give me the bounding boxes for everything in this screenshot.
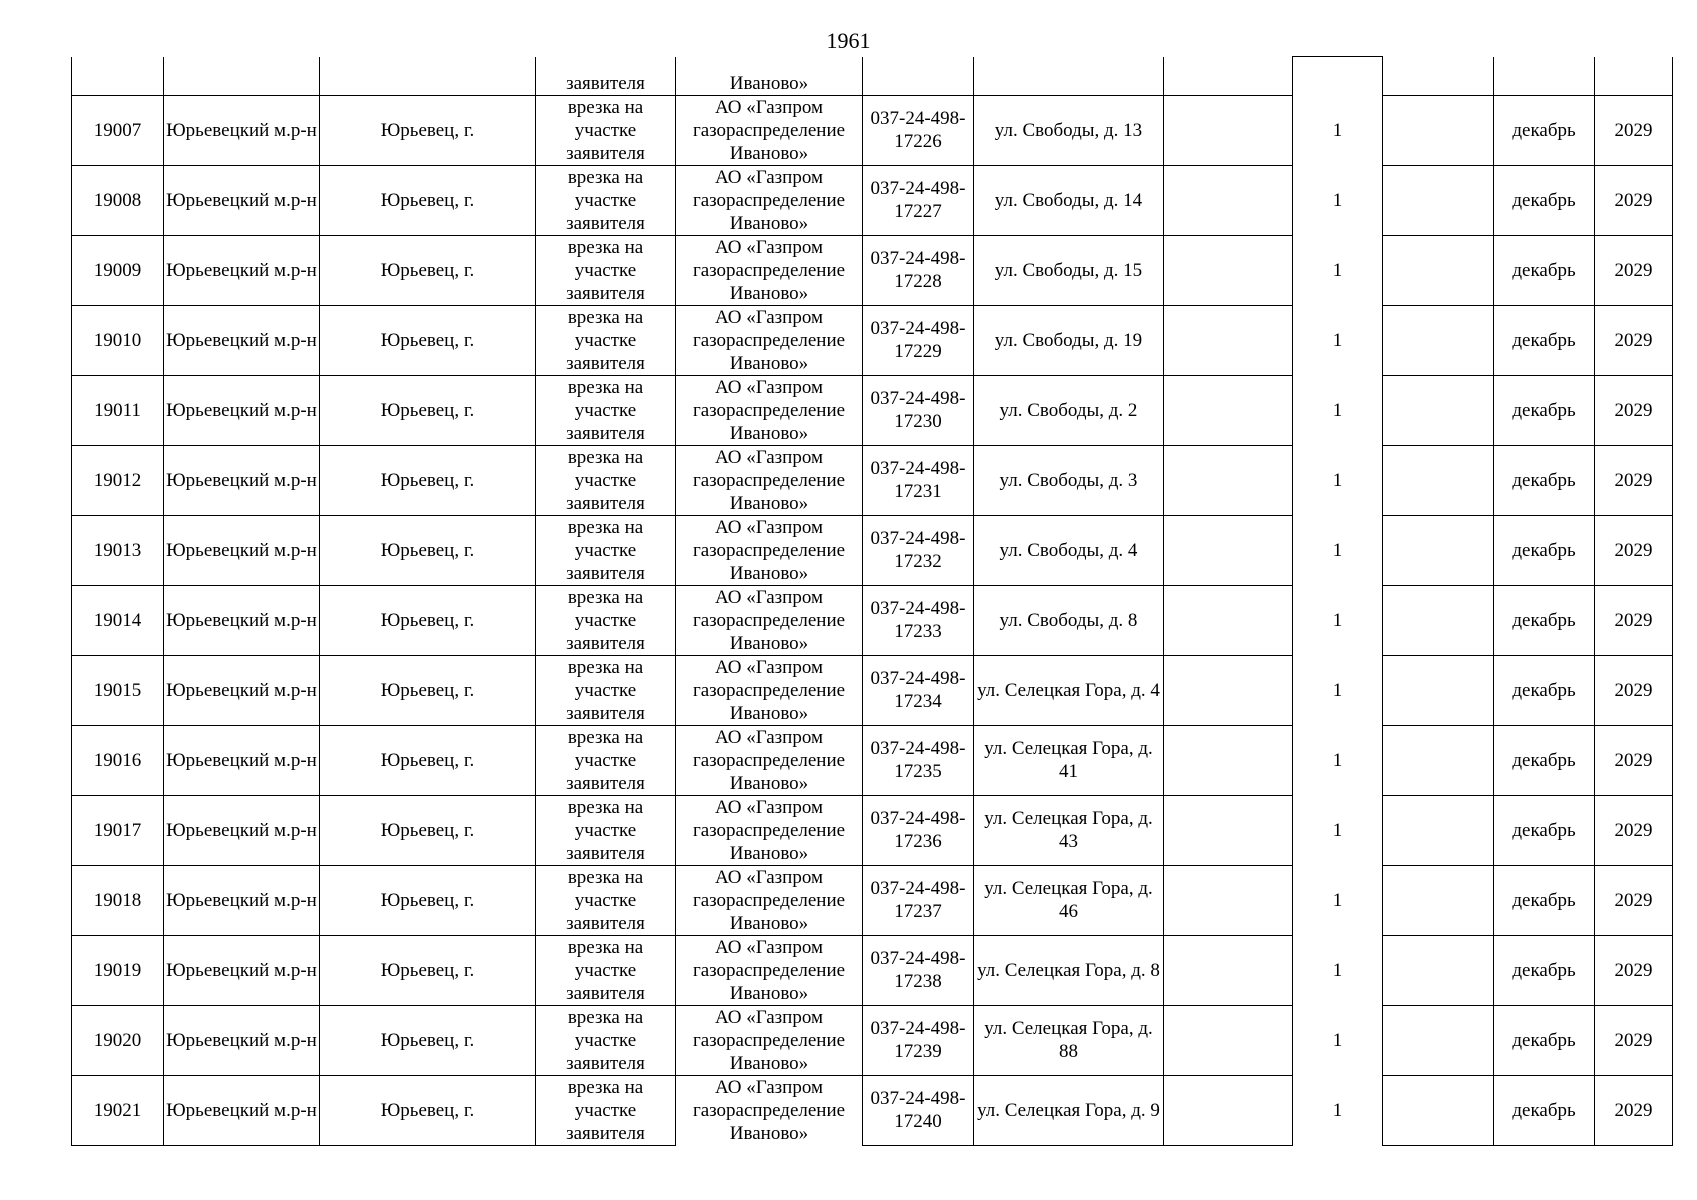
cell-city: Юрьевец, г. xyxy=(320,1005,536,1075)
cell-org: АО «Газпром газораспределение Иваново» xyxy=(676,375,863,445)
cell-address: ул. Свободы, д. 2 xyxy=(974,375,1164,445)
cell-year: 2029 xyxy=(1595,235,1673,305)
cell-id: 19015 xyxy=(72,655,164,725)
cell-empty-1 xyxy=(1164,585,1293,655)
cell-org: АО «Газпром газораспределение Иваново» xyxy=(676,445,863,515)
cell-district: Юрьевецкий м.р-н xyxy=(164,95,320,165)
cell-id: 19014 xyxy=(72,585,164,655)
cell-month: декабрь xyxy=(1494,375,1595,445)
cell-id: 19012 xyxy=(72,445,164,515)
cell-city xyxy=(320,57,536,96)
cell-empty-1 xyxy=(1164,57,1293,96)
cell-year: 2029 xyxy=(1595,305,1673,375)
cell-year: 2029 xyxy=(1595,515,1673,585)
cell-address: ул. Селецкая Гора, д. 46 xyxy=(974,865,1164,935)
cell-code: 037-24-498-17236 xyxy=(863,795,974,865)
cell-id: 19013 xyxy=(72,515,164,585)
cell-id: 19008 xyxy=(72,165,164,235)
cell-type: врезка на участке заявителя xyxy=(536,1075,676,1145)
cell-month: декабрь xyxy=(1494,585,1595,655)
cell-qty: 1 xyxy=(1293,515,1383,585)
cell-district: Юрьевецкий м.р-н xyxy=(164,305,320,375)
cell-id: 19010 xyxy=(72,305,164,375)
cell-empty-1 xyxy=(1164,445,1293,515)
cell-empty-2 xyxy=(1383,445,1494,515)
cell-empty-2 xyxy=(1383,165,1494,235)
cell-id: 19020 xyxy=(72,1005,164,1075)
cell-code xyxy=(863,57,974,96)
cell-district: Юрьевецкий м.р-н xyxy=(164,445,320,515)
cell-id: 19007 xyxy=(72,95,164,165)
cell-address: ул. Селецкая Гора, д. 88 xyxy=(974,1005,1164,1075)
cell-address: ул. Селецкая Гора, д. 9 xyxy=(974,1075,1164,1145)
cell-id: 19011 xyxy=(72,375,164,445)
cell-empty-2 xyxy=(1383,57,1494,96)
cell-id xyxy=(72,57,164,96)
cell-org: АО «Газпром газораспределение Иваново» xyxy=(676,935,863,1005)
cell-type: врезка на участке заявителя xyxy=(536,305,676,375)
cell-address: ул. Свободы, д. 3 xyxy=(974,445,1164,515)
cell-address: ул. Свободы, д. 8 xyxy=(974,585,1164,655)
cell-id: 19017 xyxy=(72,795,164,865)
cell-code: 037-24-498-17239 xyxy=(863,1005,974,1075)
cell-city: Юрьевец, г. xyxy=(320,95,536,165)
cell-qty xyxy=(1293,57,1383,96)
cell-empty-2 xyxy=(1383,515,1494,585)
cell-code: 037-24-498-17237 xyxy=(863,865,974,935)
cell-month: декабрь xyxy=(1494,865,1595,935)
cell-district: Юрьевецкий м.р-н xyxy=(164,235,320,305)
cell-district: Юрьевецкий м.р-н xyxy=(164,585,320,655)
table-row xyxy=(72,1075,1673,1145)
cell-empty-1 xyxy=(1164,1005,1293,1075)
cell-qty: 1 xyxy=(1293,445,1383,515)
cell-code: 037-24-498-17229 xyxy=(863,305,974,375)
cell-qty: 1 xyxy=(1293,375,1383,445)
cell-city: Юрьевец, г. xyxy=(320,445,536,515)
cell-month: декабрь xyxy=(1494,1075,1595,1145)
cell-id: 19018 xyxy=(72,865,164,935)
cell-empty-2 xyxy=(1383,935,1494,1005)
cell-year: 2029 xyxy=(1595,865,1673,935)
cell-qty: 1 xyxy=(1293,1075,1383,1145)
cell-type: врезка на участке заявителя xyxy=(536,165,676,235)
table-row xyxy=(72,445,1673,515)
cell-type: врезка на участке заявителя xyxy=(536,1005,676,1075)
cell-type: врезка на участке заявителя xyxy=(536,655,676,725)
cell-empty-1 xyxy=(1164,655,1293,725)
cell-month: декабрь xyxy=(1494,795,1595,865)
cell-district: Юрьевецкий м.р-н xyxy=(164,1075,320,1145)
cell-code: 037-24-498-17232 xyxy=(863,515,974,585)
cell-qty: 1 xyxy=(1293,165,1383,235)
cell-type: врезка на участке заявителя xyxy=(536,375,676,445)
cell-type: заявителя xyxy=(536,57,676,96)
cell-year: 2029 xyxy=(1595,1075,1673,1145)
cell-district xyxy=(164,57,320,96)
cell-district: Юрьевецкий м.р-н xyxy=(164,795,320,865)
cell-code: 037-24-498-17227 xyxy=(863,165,974,235)
cell-empty-2 xyxy=(1383,375,1494,445)
cell-id: 19009 xyxy=(72,235,164,305)
cell-address: ул. Свободы, д. 15 xyxy=(974,235,1164,305)
cell-empty-1 xyxy=(1164,235,1293,305)
cell-year: 2029 xyxy=(1595,95,1673,165)
cell-district: Юрьевецкий м.р-н xyxy=(164,865,320,935)
cell-address: ул. Селецкая Гора, д. 41 xyxy=(974,725,1164,795)
table-row xyxy=(72,235,1673,305)
cell-code: 037-24-498-17235 xyxy=(863,725,974,795)
cell-qty: 1 xyxy=(1293,1005,1383,1075)
cell-empty-1 xyxy=(1164,515,1293,585)
cell-org: Иваново» xyxy=(676,57,863,96)
cell-org: АО «Газпром газораспределение Иваново» xyxy=(676,95,863,165)
table-row xyxy=(72,725,1673,795)
cell-code: 037-24-498-17226 xyxy=(863,95,974,165)
cell-empty-2 xyxy=(1383,1075,1494,1145)
table-row-continued xyxy=(72,57,1673,96)
table-row xyxy=(72,515,1673,585)
cell-year: 2029 xyxy=(1595,725,1673,795)
cell-city: Юрьевец, г. xyxy=(320,655,536,725)
table-row xyxy=(72,165,1673,235)
table-row xyxy=(72,935,1673,1005)
cell-address: ул. Селецкая Гора, д. 8 xyxy=(974,935,1164,1005)
cell-address: ул. Свободы, д. 14 xyxy=(974,165,1164,235)
cell-city: Юрьевец, г. xyxy=(320,235,536,305)
cell-empty-2 xyxy=(1383,585,1494,655)
cell-org: АО «Газпром газораспределение Иваново» xyxy=(676,655,863,725)
cell-type: врезка на участке заявителя xyxy=(536,235,676,305)
cell-empty-2 xyxy=(1383,305,1494,375)
cell-type: врезка на участке заявителя xyxy=(536,725,676,795)
cell-code: 037-24-498-17233 xyxy=(863,585,974,655)
cell-type: врезка на участке заявителя xyxy=(536,95,676,165)
cell-id: 19019 xyxy=(72,935,164,1005)
cell-type: врезка на участке заявителя xyxy=(536,585,676,655)
cell-org: АО «Газпром газораспределение Иваново» xyxy=(676,865,863,935)
cell-month: декабрь xyxy=(1494,95,1595,165)
cell-district: Юрьевецкий м.р-н xyxy=(164,725,320,795)
cell-empty-1 xyxy=(1164,375,1293,445)
cell-year: 2029 xyxy=(1595,1005,1673,1075)
cell-qty: 1 xyxy=(1293,235,1383,305)
cell-month: декабрь xyxy=(1494,305,1595,375)
cell-qty: 1 xyxy=(1293,95,1383,165)
cell-year: 2029 xyxy=(1595,375,1673,445)
cell-empty-2 xyxy=(1383,795,1494,865)
cell-city: Юрьевец, г. xyxy=(320,1075,536,1145)
cell-district: Юрьевецкий м.р-н xyxy=(164,1005,320,1075)
cell-empty-1 xyxy=(1164,1075,1293,1145)
cell-empty-1 xyxy=(1164,725,1293,795)
cell-empty-1 xyxy=(1164,305,1293,375)
cell-qty: 1 xyxy=(1293,585,1383,655)
cell-city: Юрьевец, г. xyxy=(320,795,536,865)
cell-empty-1 xyxy=(1164,165,1293,235)
cell-month: декабрь xyxy=(1494,165,1595,235)
cell-empty-2 xyxy=(1383,235,1494,305)
cell-qty: 1 xyxy=(1293,725,1383,795)
cell-district: Юрьевецкий м.р-н xyxy=(164,375,320,445)
cell-month: декабрь xyxy=(1494,445,1595,515)
registry-table-body xyxy=(72,57,1673,1146)
cell-empty-1 xyxy=(1164,795,1293,865)
cell-type: врезка на участке заявителя xyxy=(536,935,676,1005)
table-row xyxy=(72,795,1673,865)
cell-address xyxy=(974,57,1164,96)
cell-org: АО «Газпром газораспределение Иваново» xyxy=(676,725,863,795)
registry-table xyxy=(71,56,1673,1146)
cell-org: АО «Газпром газораспределение Иваново» xyxy=(676,305,863,375)
cell-month: декабрь xyxy=(1494,655,1595,725)
cell-org: АО «Газпром газораспределение Иваново» xyxy=(676,1075,863,1145)
cell-city: Юрьевец, г. xyxy=(320,305,536,375)
cell-month: декабрь xyxy=(1494,935,1595,1005)
cell-city: Юрьевец, г. xyxy=(320,165,536,235)
cell-empty-2 xyxy=(1383,865,1494,935)
cell-qty: 1 xyxy=(1293,865,1383,935)
cell-code: 037-24-498-17238 xyxy=(863,935,974,1005)
cell-empty-2 xyxy=(1383,95,1494,165)
cell-city: Юрьевец, г. xyxy=(320,725,536,795)
cell-year: 2029 xyxy=(1595,935,1673,1005)
cell-empty-2 xyxy=(1383,1005,1494,1075)
page-number: 1961 xyxy=(826,28,871,53)
cell-code: 037-24-498-17230 xyxy=(863,375,974,445)
cell-code: 037-24-498-17228 xyxy=(863,235,974,305)
cell-org: АО «Газпром газораспределение Иваново» xyxy=(676,795,863,865)
cell-address: ул. Свободы, д. 4 xyxy=(974,515,1164,585)
cell-org: АО «Газпром газораспределение Иваново» xyxy=(676,585,863,655)
cell-code: 037-24-498-17231 xyxy=(863,445,974,515)
cell-empty-1 xyxy=(1164,95,1293,165)
cell-city: Юрьевец, г. xyxy=(320,865,536,935)
cell-city: Юрьевец, г. xyxy=(320,375,536,445)
cell-address: ул. Свободы, д. 13 xyxy=(974,95,1164,165)
cell-year: 2029 xyxy=(1595,165,1673,235)
cell-type: врезка на участке заявителя xyxy=(536,515,676,585)
cell-year xyxy=(1595,57,1673,96)
cell-month: декабрь xyxy=(1494,1005,1595,1075)
table-row xyxy=(72,95,1673,165)
cell-city: Юрьевец, г. xyxy=(320,935,536,1005)
cell-address: ул. Свободы, д. 19 xyxy=(974,305,1164,375)
cell-id: 19016 xyxy=(72,725,164,795)
cell-org: АО «Газпром газораспределение Иваново» xyxy=(676,235,863,305)
cell-type: врезка на участке заявителя xyxy=(536,795,676,865)
table-row xyxy=(72,305,1673,375)
cell-org: АО «Газпром газораспределение Иваново» xyxy=(676,1005,863,1075)
cell-id: 19021 xyxy=(72,1075,164,1145)
cell-district: Юрьевецкий м.р-н xyxy=(164,165,320,235)
cell-month: декабрь xyxy=(1494,235,1595,305)
cell-year: 2029 xyxy=(1595,655,1673,725)
cell-type: врезка на участке заявителя xyxy=(536,865,676,935)
cell-address: ул. Селецкая Гора, д. 43 xyxy=(974,795,1164,865)
cell-empty-2 xyxy=(1383,725,1494,795)
cell-type: врезка на участке заявителя xyxy=(536,445,676,515)
cell-qty: 1 xyxy=(1293,655,1383,725)
cell-city: Юрьевец, г. xyxy=(320,515,536,585)
cell-empty-2 xyxy=(1383,655,1494,725)
table-row xyxy=(72,865,1673,935)
cell-empty-1 xyxy=(1164,935,1293,1005)
table-row xyxy=(72,655,1673,725)
table-row xyxy=(72,585,1673,655)
cell-qty: 1 xyxy=(1293,795,1383,865)
cell-month: декабрь xyxy=(1494,515,1595,585)
cell-org: АО «Газпром газораспределение Иваново» xyxy=(676,165,863,235)
cell-year: 2029 xyxy=(1595,795,1673,865)
cell-qty: 1 xyxy=(1293,935,1383,1005)
cell-city: Юрьевец, г. xyxy=(320,585,536,655)
cell-qty: 1 xyxy=(1293,305,1383,375)
table-row xyxy=(72,1005,1673,1075)
cell-org: АО «Газпром газораспределение Иваново» xyxy=(676,515,863,585)
cell-code: 037-24-498-17234 xyxy=(863,655,974,725)
cell-address: ул. Селецкая Гора, д. 4 xyxy=(974,655,1164,725)
cell-empty-1 xyxy=(1164,865,1293,935)
cell-year: 2029 xyxy=(1595,585,1673,655)
cell-district: Юрьевецкий м.р-н xyxy=(164,935,320,1005)
cell-district: Юрьевецкий м.р-н xyxy=(164,655,320,725)
table-row xyxy=(72,375,1673,445)
cell-district: Юрьевецкий м.р-н xyxy=(164,515,320,585)
cell-month xyxy=(1494,57,1595,96)
cell-year: 2029 xyxy=(1595,445,1673,515)
cell-code: 037-24-498-17240 xyxy=(863,1075,974,1145)
cell-month: декабрь xyxy=(1494,725,1595,795)
